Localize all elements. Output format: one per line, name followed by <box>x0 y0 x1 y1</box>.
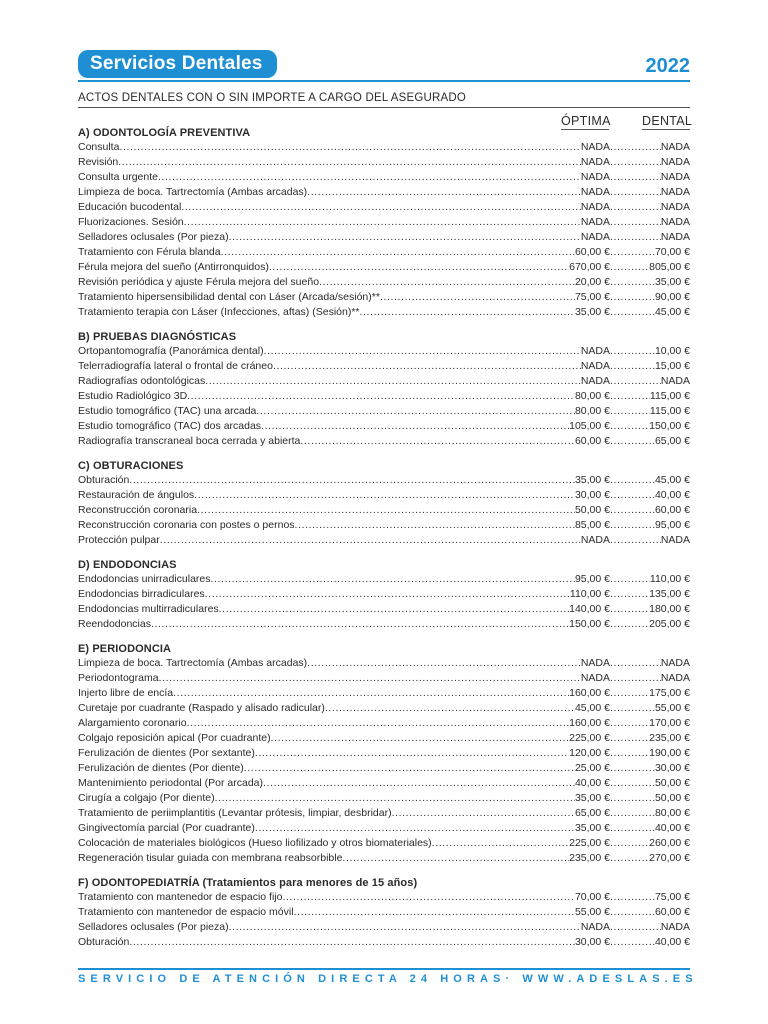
treatment-name: Colgajo reposición apical (Por cuadrante) <box>78 732 271 744</box>
subtitle-divider <box>78 107 690 108</box>
price-optima: 160,00 € <box>569 687 610 699</box>
treatment-name: Férula mejora del sueño (Antirronquidos) <box>78 261 269 273</box>
price-dental: 260,00 € <box>649 837 690 849</box>
price-dental: NADA <box>660 216 690 228</box>
treatment-name: Ferulización de dientes (Por diente) <box>78 762 244 774</box>
dot-leader <box>151 617 569 632</box>
price-row <box>78 215 690 230</box>
price-dental: 205,00 € <box>649 618 690 630</box>
price-dental: 115,00 € <box>649 390 690 402</box>
column-header-dental: DENTAL <box>642 114 693 128</box>
price-optima: 40,00 € <box>574 777 610 789</box>
price-dental: NADA <box>660 171 690 183</box>
dot-leader <box>610 905 655 920</box>
price-optima: NADA <box>580 141 610 153</box>
dot-leader <box>610 419 649 434</box>
section-title: C) OBTURACIONES <box>78 460 184 472</box>
price-row <box>78 851 690 866</box>
treatment-name: Estudio Radiológico 3D <box>78 390 188 402</box>
price-row <box>78 890 690 905</box>
price-dental: 135,00 € <box>649 588 690 600</box>
price-dental: 805,00 € <box>649 261 690 273</box>
price-row <box>78 305 690 320</box>
price-optima: NADA <box>580 534 610 546</box>
dot-leader <box>263 776 575 791</box>
price-optima: 60,00 € <box>574 246 610 258</box>
dot-leader <box>181 200 580 215</box>
dot-leader <box>295 518 575 533</box>
dot-leader <box>294 905 575 920</box>
dot-leader <box>219 602 569 617</box>
dot-leader <box>610 434 655 449</box>
price-dental: NADA <box>660 186 690 198</box>
treatment-name: Ortopantomografía (Panorámica dental) <box>78 345 264 357</box>
price-dental: 75,00 € <box>654 891 690 903</box>
section-title: D) ENDODONCIAS <box>78 559 177 571</box>
price-row <box>78 587 690 602</box>
dot-leader <box>610 761 655 776</box>
treatment-name: Protección pulpar <box>78 534 160 546</box>
dot-leader <box>307 656 581 671</box>
section-title: B) PRUEBAS DIAGNÓSTICAS <box>78 331 237 343</box>
dot-leader <box>610 890 655 905</box>
dot-leader <box>610 140 661 155</box>
price-dental: 150,00 € <box>649 420 690 432</box>
price-row <box>78 359 690 374</box>
price-optima: 80,00 € <box>574 390 610 402</box>
dot-leader <box>282 890 574 905</box>
price-row <box>78 290 690 305</box>
price-row <box>78 260 690 275</box>
treatment-name: Selladores oclusales (Por pieza) <box>78 231 229 243</box>
dot-leader <box>610 155 661 170</box>
price-optima: 25,00 € <box>574 762 610 774</box>
price-row <box>78 488 690 503</box>
price-dental: NADA <box>660 921 690 933</box>
treatment-name: Estudio tomográfico (TAC) una arcada <box>78 405 257 417</box>
dot-leader <box>264 344 581 359</box>
price-row <box>78 374 690 389</box>
treatment-name: Educación bucodental <box>78 201 182 213</box>
price-optima: 150,00 € <box>569 618 610 630</box>
section <box>78 876 690 950</box>
price-dental: 235,00 € <box>649 732 690 744</box>
dot-leader <box>221 245 575 260</box>
price-dental: 70,00 € <box>654 246 690 258</box>
price-dental: 190,00 € <box>649 747 690 759</box>
dot-leader <box>610 533 661 548</box>
dot-leader <box>159 671 581 686</box>
treatment-name: Consulta <box>78 141 120 153</box>
dot-leader <box>255 821 575 836</box>
price-optima: 110,00 € <box>569 588 610 600</box>
treatment-name: Radiografías odontológicas <box>78 375 206 387</box>
dot-leader <box>610 776 655 791</box>
price-optima: NADA <box>580 171 610 183</box>
price-row <box>78 731 690 746</box>
dot-leader <box>610 344 655 359</box>
dot-leader <box>610 671 661 686</box>
price-dental: 30,00 € <box>654 762 690 774</box>
price-optima: 160,00 € <box>569 717 610 729</box>
price-dental: NADA <box>660 672 690 684</box>
treatment-name: Telerradiografía lateral o frontal de cráneo <box>78 360 273 372</box>
price-optima: NADA <box>580 201 610 213</box>
dot-leader <box>610 806 655 821</box>
dot-leader <box>610 473 655 488</box>
price-optima: 55,00 € <box>574 906 610 918</box>
price-dental: 95,00 € <box>654 519 690 531</box>
dot-leader <box>255 746 569 761</box>
dot-leader <box>610 275 655 290</box>
price-row <box>78 185 690 200</box>
price-dental: 115,00 € <box>649 405 690 417</box>
price-row <box>78 419 690 434</box>
price-row <box>78 170 690 185</box>
price-row <box>78 746 690 761</box>
dot-leader <box>392 806 575 821</box>
dot-leader <box>610 359 655 374</box>
dot-leader <box>610 656 661 671</box>
price-row <box>78 230 690 245</box>
price-optima: 60,00 € <box>574 435 610 447</box>
treatment-name: Regeneración tisular guiada con membrana reabsorbible <box>78 852 343 864</box>
price-optima: 20,00 € <box>574 276 610 288</box>
price-optima: 35,00 € <box>574 822 610 834</box>
dot-leader <box>610 170 661 185</box>
price-dental: 60,00 € <box>654 906 690 918</box>
section-title: E) PERIODONCIA <box>78 643 172 655</box>
price-dental: 170,00 € <box>649 717 690 729</box>
subtitle: ACTOS DENTALES CON O SIN IMPORTE A CARGO DEL ASEGURADO <box>78 92 467 104</box>
dot-leader <box>342 851 569 866</box>
price-row <box>78 686 690 701</box>
price-optima: 120,00 € <box>569 747 610 759</box>
dot-leader <box>129 473 575 488</box>
dot-leader <box>184 215 581 230</box>
price-row <box>78 434 690 449</box>
price-optima: NADA <box>580 186 610 198</box>
price-optima: 50,00 € <box>574 504 610 516</box>
dot-leader <box>325 701 575 716</box>
price-dental: 35,00 € <box>654 276 690 288</box>
price-optima: 80,00 € <box>574 405 610 417</box>
dot-leader <box>610 488 655 503</box>
treatment-name: Radiografía transcraneal boca cerrada y abierta <box>78 435 301 447</box>
dot-leader <box>160 533 581 548</box>
price-row <box>78 716 690 731</box>
price-row <box>78 404 690 419</box>
price-optima: 235,00 € <box>569 852 610 864</box>
price-row <box>78 836 690 851</box>
section <box>78 642 690 866</box>
price-dental: 45,00 € <box>654 474 690 486</box>
dot-leader <box>610 290 655 305</box>
price-row <box>78 533 690 548</box>
price-row <box>78 572 690 587</box>
dot-leader <box>610 731 649 746</box>
price-dental: 40,00 € <box>654 822 690 834</box>
price-optima: 140,00 € <box>569 603 610 615</box>
dot-leader <box>273 359 581 374</box>
price-dental: NADA <box>660 375 690 387</box>
price-optima: NADA <box>580 657 610 669</box>
price-optima: 35,00 € <box>574 792 610 804</box>
dot-leader <box>610 791 655 806</box>
price-dental: 15,00 € <box>654 360 690 372</box>
treatment-name: Ferulización de dientes (Por sextante) <box>78 747 255 759</box>
price-row <box>78 701 690 716</box>
treatment-name: Tratamiento con mantenedor de espacio fijo <box>78 891 283 903</box>
dot-leader <box>194 488 575 503</box>
dot-leader <box>319 275 575 290</box>
dot-leader <box>610 374 661 389</box>
price-dental: 80,00 € <box>654 807 690 819</box>
dot-leader <box>229 920 581 935</box>
dot-leader <box>215 791 575 806</box>
price-optima: NADA <box>580 672 610 684</box>
price-row <box>78 344 690 359</box>
dot-leader <box>300 434 575 449</box>
treatment-name: Tratamiento terapia con Láser (Infecciones, aftas) (Sesión)** <box>78 306 360 318</box>
price-optima: 85,00 € <box>574 519 610 531</box>
price-list <box>78 126 690 950</box>
section-title: F) ODONTOPEDIATRÍA (Tratamientos para menores de 15 años) <box>78 877 418 889</box>
treatment-name: Endodoncias unirradiculares <box>78 573 211 585</box>
treatment-name: Revisión <box>78 156 119 168</box>
price-optima: 45,00 € <box>574 702 610 714</box>
price-row <box>78 776 690 791</box>
price-dental: 65,00 € <box>654 435 690 447</box>
price-row <box>78 140 690 155</box>
dot-leader <box>256 404 575 419</box>
price-row <box>78 905 690 920</box>
dot-leader <box>610 230 661 245</box>
dot-leader <box>610 935 655 950</box>
price-dental: NADA <box>660 231 690 243</box>
dot-leader <box>119 140 580 155</box>
price-row <box>78 245 690 260</box>
price-row <box>78 200 690 215</box>
price-optima: NADA <box>580 231 610 243</box>
price-optima: 30,00 € <box>574 936 610 948</box>
dot-leader <box>610 260 649 275</box>
dot-leader <box>307 185 581 200</box>
dot-leader <box>610 200 661 215</box>
treatment-name: Colocación de materiales biológicos (Hueso liofilizado y otros biomateriales) <box>78 837 432 849</box>
price-row <box>78 389 690 404</box>
price-dental: 40,00 € <box>654 489 690 501</box>
section <box>78 558 690 632</box>
dot-leader <box>205 587 570 602</box>
price-row <box>78 473 690 488</box>
section <box>78 330 690 449</box>
treatment-name: Periodontograma <box>78 672 159 684</box>
price-row <box>78 155 690 170</box>
price-dental: 60,00 € <box>654 504 690 516</box>
price-dental: 40,00 € <box>654 936 690 948</box>
dot-leader <box>610 185 661 200</box>
dot-leader <box>610 389 650 404</box>
treatment-name: Endodoncias birradiculares <box>78 588 205 600</box>
price-dental: NADA <box>660 201 690 213</box>
treatment-name: Cirugía a colgajo (Por diente) <box>78 792 215 804</box>
treatment-name: Reconstrucción coronaria con postes o pernos <box>78 519 295 531</box>
price-dental: 10,00 € <box>654 345 690 357</box>
dot-leader <box>158 170 581 185</box>
treatment-name: Selladores oclusales (Por pieza) <box>78 921 229 933</box>
dot-leader <box>610 617 649 632</box>
column-header-optima: ÓPTIMA <box>561 114 611 128</box>
dot-leader <box>173 686 569 701</box>
dot-leader <box>129 935 575 950</box>
dot-leader <box>229 230 581 245</box>
treatment-name: Endodoncias multirradiculares <box>78 603 219 615</box>
dot-leader <box>610 572 650 587</box>
header-divider <box>78 80 690 82</box>
dot-leader <box>187 389 575 404</box>
section-title: A) ODONTOLOGÍA PREVENTIVA <box>78 127 251 139</box>
dot-leader <box>610 821 655 836</box>
price-dental: 50,00 € <box>654 792 690 804</box>
price-row <box>78 656 690 671</box>
price-dental: NADA <box>660 141 690 153</box>
treatment-name: Tratamiento hipersensibilidad dental con Láser (Arcada/sesión)** <box>78 291 380 303</box>
price-row <box>78 791 690 806</box>
price-dental: 50,00 € <box>654 777 690 789</box>
dot-leader <box>610 503 655 518</box>
treatment-name: Alargamiento coronario <box>78 717 187 729</box>
price-optima: 70,00 € <box>574 891 610 903</box>
price-dental: 175,00 € <box>649 687 690 699</box>
price-row <box>78 806 690 821</box>
footer-divider <box>78 968 690 970</box>
price-optima: 65,00 € <box>574 807 610 819</box>
price-row <box>78 617 690 632</box>
price-row <box>78 920 690 935</box>
dot-leader <box>269 260 569 275</box>
dot-leader <box>610 602 649 617</box>
year-label: 2022 <box>645 55 690 77</box>
dot-leader <box>432 836 569 851</box>
treatment-name: Gingivectomía parcial (Por cuadrante) <box>78 822 255 834</box>
price-row <box>78 503 690 518</box>
section <box>78 126 690 320</box>
treatment-name: Tratamiento con mantenedor de espacio móvil <box>78 906 294 918</box>
treatment-name: Reconstrucción coronaria <box>78 504 198 516</box>
treatment-name: Revisión periódica y ajuste Férula mejora del sueño <box>78 276 320 288</box>
price-dental: 90,00 € <box>654 291 690 303</box>
price-optima: 95,00 € <box>574 573 610 585</box>
price-optima: 105,00 € <box>569 420 610 432</box>
dot-leader <box>610 851 649 866</box>
treatment-name: Estudio tomográfico (TAC) dos arcadas <box>78 420 262 432</box>
price-dental: NADA <box>660 657 690 669</box>
price-row <box>78 602 690 617</box>
price-dental: NADA <box>660 534 690 546</box>
treatment-name: Obturación <box>78 936 130 948</box>
price-row <box>78 518 690 533</box>
dot-leader <box>205 374 581 389</box>
dot-leader <box>610 245 655 260</box>
treatment-name: Tratamiento de periimplantitis (Levantar prótesis, limpiar, desbridar) <box>78 807 392 819</box>
treatment-name: Limpieza de boca. Tartrectomía (Ambas arcadas) <box>78 186 308 198</box>
dot-leader <box>610 305 655 320</box>
dot-leader <box>610 920 661 935</box>
price-row <box>78 671 690 686</box>
dot-leader <box>211 572 575 587</box>
dot-leader <box>610 587 649 602</box>
price-dental: 45,00 € <box>654 306 690 318</box>
treatment-name: Mantenimiento periodontal (Por arcada) <box>78 777 264 789</box>
footer-text: SERVICIO DE ATENCIÓN DIRECTA 24 HORAS· WWW.ADESLAS.ES <box>78 973 698 985</box>
price-optima: NADA <box>580 345 610 357</box>
price-optima: NADA <box>580 375 610 387</box>
price-row <box>78 821 690 836</box>
dot-leader <box>360 305 575 320</box>
price-optima: 670,00 € <box>569 261 610 273</box>
price-optima: 35,00 € <box>574 306 610 318</box>
dot-leader <box>610 518 655 533</box>
price-dental: 270,00 € <box>649 852 690 864</box>
dot-leader <box>610 404 650 419</box>
dot-leader <box>118 155 581 170</box>
dot-leader <box>610 746 649 761</box>
price-dental: 180,00 € <box>649 603 690 615</box>
dot-leader <box>271 731 570 746</box>
dot-leader <box>610 686 649 701</box>
price-row <box>78 275 690 290</box>
treatment-name: Curetaje por cuadrante (Raspado y alisado radicular) <box>78 702 325 714</box>
price-optima: 35,00 € <box>574 474 610 486</box>
price-dental: 110,00 € <box>649 573 690 585</box>
treatment-name: Restauración de ángulos <box>78 489 195 501</box>
price-dental: 55,00 € <box>654 702 690 714</box>
price-row <box>78 761 690 776</box>
dot-leader <box>380 290 575 305</box>
price-optima: 30,00 € <box>574 489 610 501</box>
dot-leader <box>244 761 575 776</box>
section <box>78 459 690 548</box>
page-header <box>78 48 690 82</box>
treatment-name: Reendodoncias <box>78 618 151 630</box>
dot-leader <box>261 419 569 434</box>
price-optima: 75,00 € <box>574 291 610 303</box>
price-dental: NADA <box>660 156 690 168</box>
page-title: Servicios Dentales <box>78 50 277 78</box>
dot-leader <box>610 836 649 851</box>
price-optima: NADA <box>580 156 610 168</box>
treatment-name: Limpieza de boca. Tartrectomía (Ambas arcadas) <box>78 657 308 669</box>
price-optima: 225,00 € <box>569 732 610 744</box>
dot-leader <box>197 503 575 518</box>
treatment-name: Injerto libre de encía <box>78 687 174 699</box>
price-optima: NADA <box>580 360 610 372</box>
price-optima: 225,00 € <box>569 837 610 849</box>
dot-leader <box>610 215 661 230</box>
treatment-name: Tratamiento con Férula blanda <box>78 246 221 258</box>
treatment-name: Consulta urgente <box>78 171 158 183</box>
treatment-name: Obturación <box>78 474 130 486</box>
price-optima: NADA <box>580 921 610 933</box>
dot-leader <box>610 701 655 716</box>
dot-leader <box>187 716 570 731</box>
treatment-name: Fluorizaciones. Sesión <box>78 216 184 228</box>
price-row <box>78 935 690 950</box>
price-optima: NADA <box>580 216 610 228</box>
dot-leader <box>610 716 649 731</box>
